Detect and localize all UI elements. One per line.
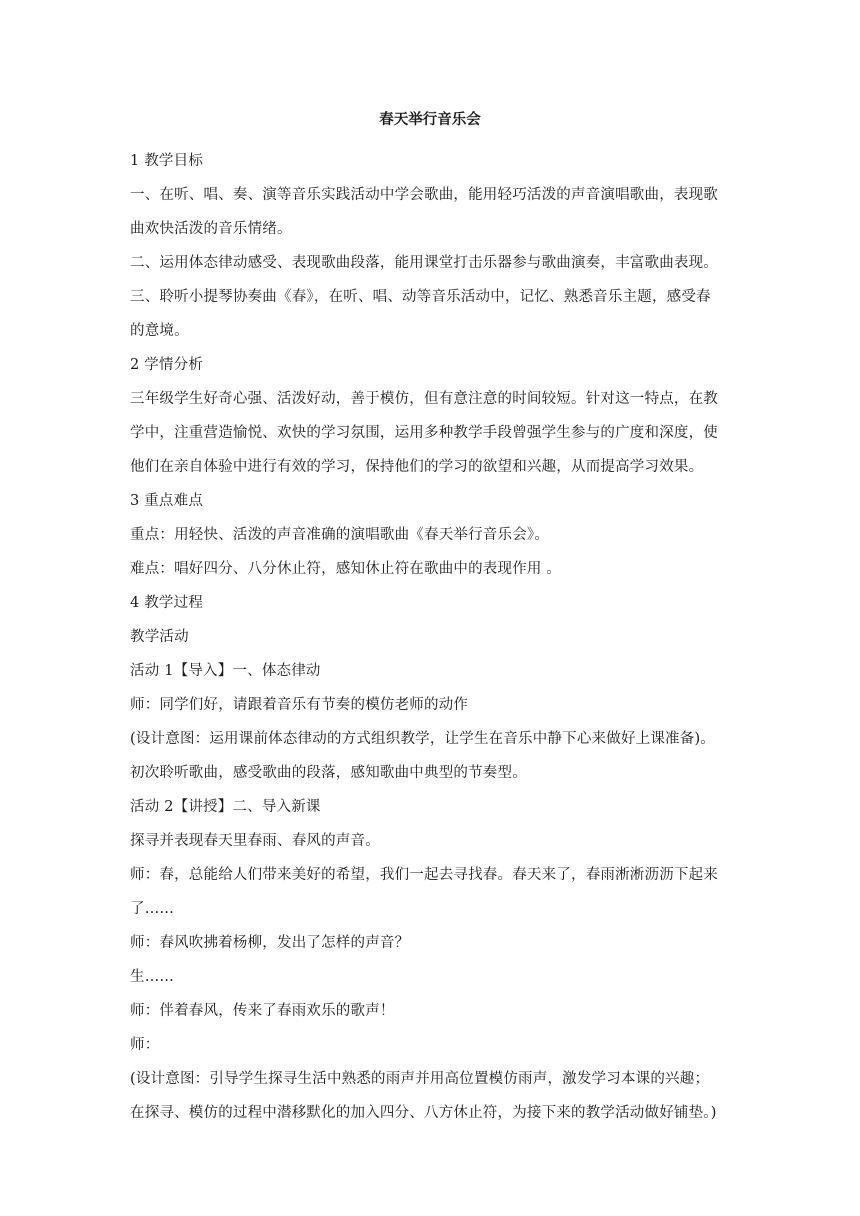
objective-1-line-2: 曲欢快活泼的音乐情绪。 <box>130 221 292 237</box>
teaching-activities-label: 教学活动 <box>130 629 189 645</box>
activity-2-teacher-line-1: 师：春，总能给人们带来美好的希望，我们一起去寻找春。春天来了，春雨淅淅沥沥下起来 <box>130 867 718 883</box>
document-body <box>130 144 730 1130</box>
section-heading-analysis: 2 学情分析 <box>130 357 204 373</box>
activity-1-design-intent: (设计意图：运用课前体态律动的方式组织教学，让学生在音乐中静下心来做好上课准备)。 <box>130 731 716 747</box>
activity-2-explore: 探寻并表现春天里春雨、春风的声音。 <box>130 833 380 849</box>
key-point: 重点：用轻快、活泼的声音准确的演唱歌曲《春天举行音乐会》。 <box>130 527 550 543</box>
difficult-point: 难点：唱好四分、八分休止符，感知休止符在歌曲中的表现作用 。 <box>130 561 562 577</box>
objective-3-line-1: 三、聆听小提琴协奏曲《春》，在听、唱、动等音乐活动中，记忆、熟悉音乐主题，感受春 <box>130 289 711 305</box>
activity-2-teacher-line-2: 师：春风吹拂着杨柳，发出了怎样的声音？ <box>130 935 410 951</box>
activity-2-student-line: 生…… <box>130 969 175 985</box>
section-heading-key-points: 3 重点难点 <box>130 493 204 509</box>
objective-1-line-1: 一、在听、唱、奏、演等音乐实践活动中学会歌曲，能用轻巧活泼的声音演唱歌曲，表现歌 <box>130 187 718 203</box>
analysis-line-3: 他们在亲自体验中进行有效的学习，保持他们的学习的欲望和兴趣，从而提高学习效果。 <box>130 459 704 475</box>
document-page <box>130 110 730 1130</box>
activity-1-listening: 初次聆听歌曲，感受歌曲的段落，感知歌曲中典型的节奏型。 <box>130 765 527 781</box>
section-heading-process: 4 教学过程 <box>130 595 204 611</box>
objective-3-line-2: 的意境。 <box>130 323 189 339</box>
objective-2: 二、运用体态律动感受、表现歌曲段落，能用课堂打击乐器参与歌曲演奏，丰富歌曲表现。 <box>130 255 718 271</box>
activity-1-teacher-line: 师：同学们好，请跟着音乐有节奏的模仿老师的动作 <box>130 697 469 713</box>
section-heading-objectives: 1 教学目标 <box>130 153 204 169</box>
activity-1-heading: 活动 1【导入】一、体态律动 <box>130 663 321 679</box>
activity-2-design-intent-line-1: (设计意图：引导学生探寻生活中熟悉的雨声并用高位置模仿雨声，激发学习本课的兴趣； <box>130 1071 710 1087</box>
activity-2-design-intent-line-2: 在探寻、模仿的过程中潜移默化的加入四分、八方休止符，为接下来的教学活动做好铺垫。) <box>130 1105 717 1121</box>
activity-2-teacher-line-3: 师：伴着春风，传来了春雨欢乐的歌声！ <box>130 1003 395 1019</box>
activity-2-teacher-line-4: 师： <box>130 1037 160 1053</box>
activity-2-teacher-line-1-cont: 了…… <box>130 901 175 917</box>
document-title: 春天举行音乐会 <box>379 111 481 128</box>
analysis-line-2: 学中，注重营造愉悦、欢快的学习氛围，运用多种教学手段曾强学生参与的广度和深度，使 <box>130 425 718 441</box>
analysis-line-1: 三年级学生好奇心强、活泼好动，善于模仿，但有意注意的时间较短。针对这一特点，在教 <box>130 391 718 407</box>
activity-2-heading: 活动 2【讲授】二、导入新课 <box>130 799 321 815</box>
